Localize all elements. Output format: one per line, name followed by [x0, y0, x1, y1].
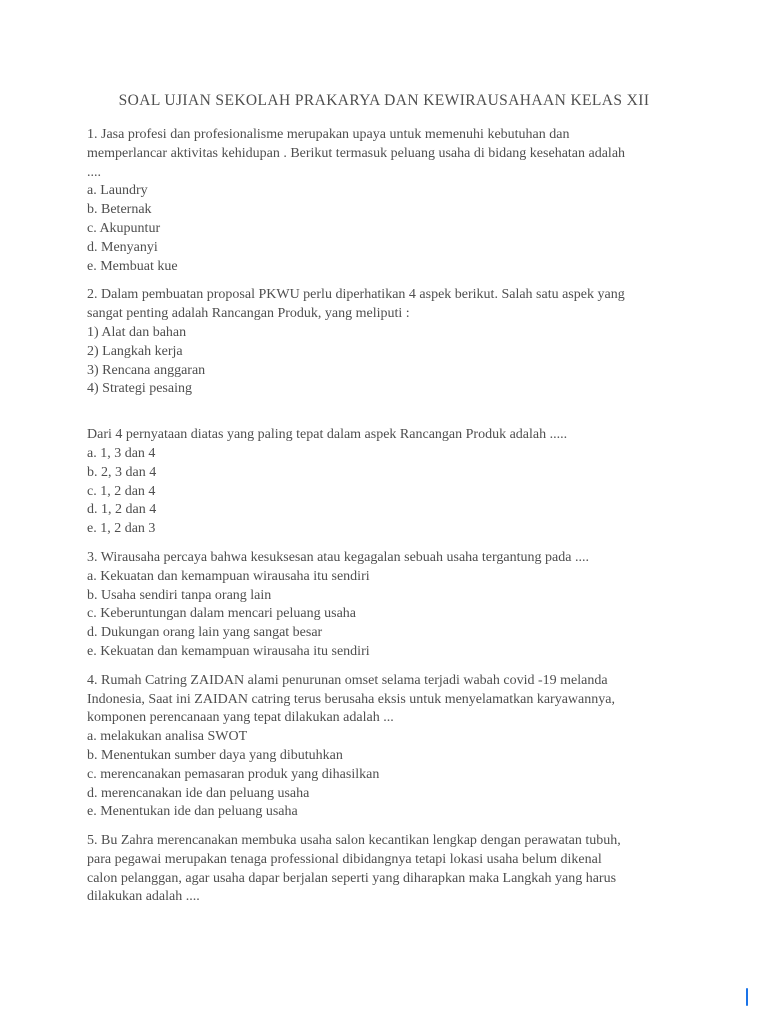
- text-line: 4. Rumah Catring ZAIDAN alami penurunan omset selama terjadi wabah covid -19 melanda: [87, 672, 608, 688]
- text-line: sangat penting adalah Rancangan Produk, yang meliputi :: [87, 306, 410, 322]
- text-line: b. Beternak: [87, 202, 152, 218]
- text-line: 3) Rencana anggaran: [87, 362, 206, 378]
- text-line: b. Usaha sendiri tanpa orang lain: [87, 587, 272, 603]
- question-block: [87, 672, 727, 822]
- question-block: [87, 832, 727, 907]
- question-block: [87, 126, 727, 276]
- text-line: b. Menentukan sumber daya yang dibutuhkan: [87, 747, 343, 763]
- scrollbar-thumb[interactable]: [746, 988, 748, 1006]
- text-line: e. 1, 2 dan 3: [87, 521, 156, 537]
- text-line: Dari 4 pernyataan diatas yang paling tepat dalam aspek Rancangan Produk adalah .....: [87, 427, 568, 443]
- text-line: c. merencanakan pemasaran produk yang dihasilkan: [87, 766, 380, 782]
- text-line: d. 1, 2 dan 4: [87, 502, 157, 518]
- text-line: Indonesia, Saat ini ZAIDAN catring terus berusaha eksis untuk menyelamatkan karyawannya,: [87, 691, 615, 707]
- question-block: [87, 286, 727, 399]
- text-line: b. 2, 3 dan 4: [87, 464, 157, 480]
- text-line: memperlancar aktivitas kehidupan . Berikut termasuk peluang usaha di bidang kesehatan adalah: [87, 145, 626, 161]
- text-line: a. 1, 3 dan 4: [87, 445, 156, 461]
- text-line: a. Kekuatan dan kemampuan wirausaha itu sendiri: [87, 568, 370, 584]
- text-line: c. Akupuntur: [87, 220, 161, 236]
- text-line: 1. Jasa profesi dan profesionalisme merupakan upaya untuk memenuhi kebutuhan dan: [87, 127, 570, 142]
- text-line: 1) Alat dan bahan: [87, 324, 187, 340]
- text-line: 2) Langkah kerja: [87, 343, 183, 359]
- text-line: e. Kekuatan dan kemampuan wirausaha itu sendiri: [87, 643, 370, 659]
- text-line: 3. Wirausaha percaya bahwa kesuksesan atau kegagalan sebuah usaha tergantung pada ....: [87, 549, 589, 565]
- text-line: calon pelanggan, agar usaha dapar berjalan seperti yang diharapkan maka Langkah yang harus: [87, 870, 617, 886]
- text-line: 2. Dalam pembuatan proposal PKWU perlu diperhatikan 4 aspek berikut. Salah satu aspek yang: [87, 287, 625, 303]
- text-line: a. melakukan analisa SWOT: [87, 729, 248, 745]
- text-line: d. Dukungan orang lain yang sangat besar: [87, 625, 323, 641]
- text-line: d. Menyanyi: [87, 239, 158, 255]
- text-line: c. Keberuntungan dalam mencari peluang usaha: [87, 606, 357, 622]
- question-block: [87, 549, 727, 662]
- text-line: e. Menentukan ide dan peluang usaha: [87, 804, 298, 820]
- text-line: ....: [87, 164, 101, 180]
- document-body: [87, 126, 727, 917]
- question-block: [87, 426, 727, 539]
- text-line: 4) Strategi pesaing: [87, 381, 192, 397]
- text-line: d. merencanakan ide dan peluang usaha: [87, 785, 310, 801]
- text-line: c. 1, 2 dan 4: [87, 483, 156, 499]
- text-line: komponen perencanaan yang tepat dilakukan adalah ...: [87, 710, 394, 726]
- text-line: 5. Bu Zahra merencanakan membuka usaha salon kecantikan lengkap dengan perawatan tubuh,: [87, 833, 621, 849]
- text-line: dilakukan adalah ....: [87, 889, 200, 905]
- document-title: SOAL UJIAN SEKOLAH PRAKARYA DAN KEWIRAUSAHAAN KELAS XII: [118, 92, 650, 109]
- text-line: e. Membuat kue: [87, 258, 178, 274]
- text-line: a. Laundry: [87, 183, 148, 199]
- text-line: para pegawai merupakan tenaga professional dibidangnya tetapi lokasi usaha belum dikenal: [87, 851, 602, 867]
